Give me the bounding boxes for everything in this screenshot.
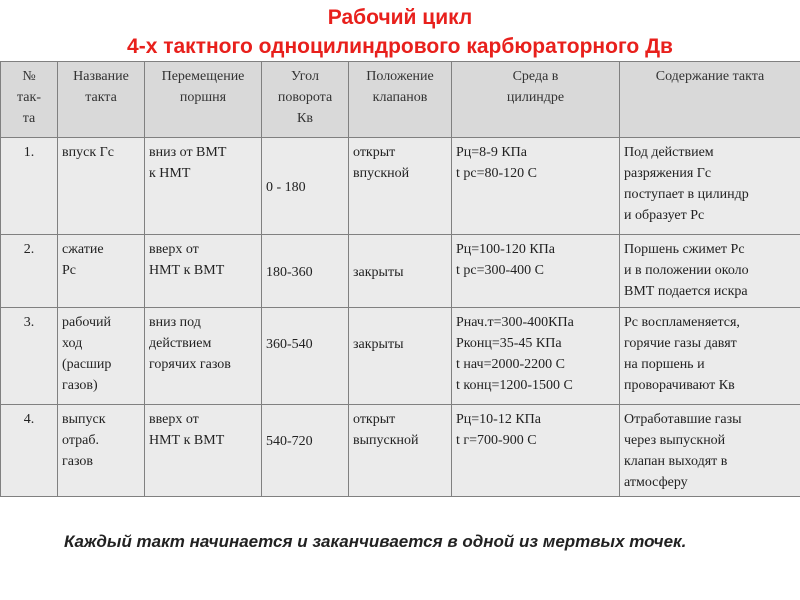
cell-stroke-content: Рс воспламеняется, горячие газы давят на поршень и проворачивают Кв: [620, 308, 800, 405]
cell-stroke-content: Отработавшие газы через выпускной клапан выходят в атмосферу: [620, 405, 800, 497]
header-crank-angle: Угол поворота Кв: [262, 62, 349, 138]
cell-stroke-name: впуск Гс: [58, 138, 145, 235]
cell-crank-angle: 180-360: [262, 235, 349, 308]
table-row: [1, 235, 800, 308]
cell-cylinder-medium: Рнач.т=300-400КПа Рконц=35-45 КПа t нач=2000-2200 С t конц=1200-1500 С: [452, 308, 620, 405]
table-header-row: [1, 62, 800, 138]
cell-stroke-name: выпуск отраб. газов: [58, 405, 145, 497]
header-cylinder-medium: Среда в цилиндре: [452, 62, 620, 138]
header-piston-movement: Перемещение поршня: [145, 62, 262, 138]
cell-cylinder-medium: Рц=10-12 КПа t г=700-900 С: [452, 405, 620, 497]
footnote: Каждый такт начинается и заканчивается в одной из мертвых точек.: [64, 532, 687, 551]
cell-stroke-number: 1.: [1, 138, 58, 235]
cell-valve-position: открыт впускной: [349, 138, 452, 235]
table-row: [1, 308, 800, 405]
header-stroke-content: Содержание такта: [620, 62, 800, 138]
header-stroke-name: Название такта: [58, 62, 145, 138]
header-stroke-number: № так- та: [1, 62, 58, 138]
cell-piston-movement: вверх от НМТ к ВМТ: [145, 405, 262, 497]
cell-cylinder-medium: Рц=100-120 КПа t рс=300-400 С: [452, 235, 620, 308]
header-valve-position: Положение клапанов: [349, 62, 452, 138]
cell-stroke-content: Поршень сжимет Рс и в положении около ВМТ подается искра: [620, 235, 800, 308]
cell-piston-movement: вниз от ВМТ к НМТ: [145, 138, 262, 235]
cell-valve-position: открыт выпускной: [349, 405, 452, 497]
cell-valve-position: закрыты: [349, 308, 452, 405]
table-row: [1, 138, 800, 235]
work-cycle-table: [0, 61, 800, 497]
cell-piston-movement: вверх от НМТ к ВМТ: [145, 235, 262, 308]
cell-valve-position: закрыты: [349, 235, 452, 308]
cell-stroke-name: рабочий ход (расшир газов): [58, 308, 145, 405]
cell-cylinder-medium: Рц=8-9 КПа t рс=80-120 С: [452, 138, 620, 235]
cell-stroke-number: 2.: [1, 235, 58, 308]
cell-stroke-name: сжатие Рс: [58, 235, 145, 308]
table-row: [1, 405, 800, 497]
page-subtitle: 4-х тактного одноцилиндрового карбюраторного Дв: [127, 35, 673, 58]
page-title: Рабочий цикл: [327, 6, 473, 29]
cell-crank-angle: 540-720: [262, 405, 349, 497]
cell-crank-angle: 0 - 180: [262, 138, 349, 235]
cell-stroke-number: 3.: [1, 308, 58, 405]
cell-crank-angle: 360-540: [262, 308, 349, 405]
cell-stroke-content: Под действием разряжения Гс поступает в цилиндр и образует Рс: [620, 138, 800, 235]
cell-piston-movement: вниз под действием горячих газов: [145, 308, 262, 405]
cell-stroke-number: 4.: [1, 405, 58, 497]
